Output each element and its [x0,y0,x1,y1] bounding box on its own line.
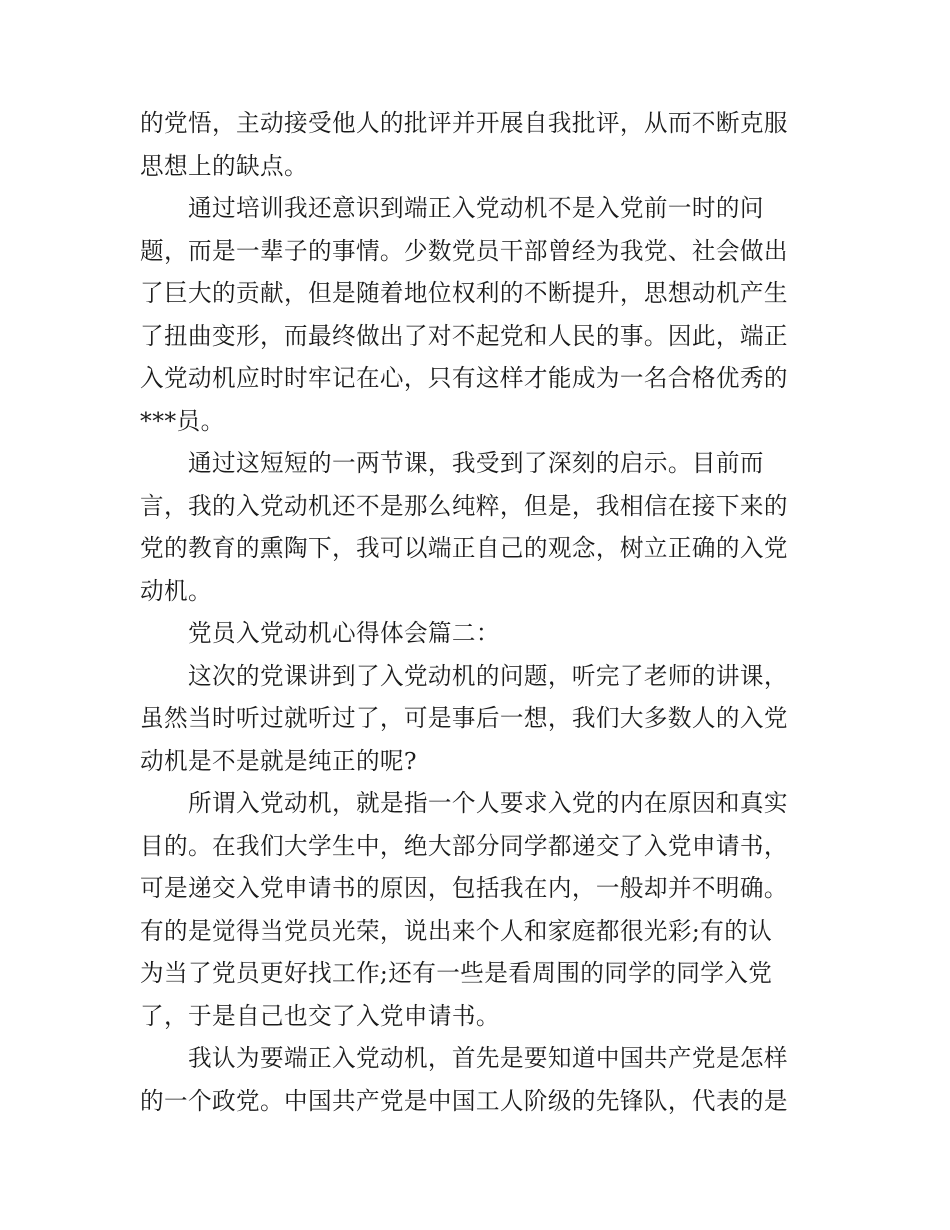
text-line: 党的教育的熏陶下，我可以端正自己的观念，树立正确的入党 [140,534,788,562]
text-line: 题，而是一辈子的事情。少数党员干部曾经为我党、社会做出 [140,236,788,265]
text-line: 言，我的入党动机还不是那么纯粹，但是，我相信在接下来的 [140,491,788,520]
text-line: 的一个政党。中国共产党是中国工人阶级的先锋队，代表的是 [140,1086,788,1115]
text-line: 动机是不是就是纯正的呢? [140,746,417,775]
paragraph-start-line: 我认为要端正入党动机，首先是要知道中国共产党是怎样 [188,1044,788,1072]
paragraph-start-line: 通过培训我还意识到端正入党动机不是入党前一时的问 [188,194,764,222]
text-line: 入党动机应时时牢记在心，只有这样才能成为一名合格优秀的 [140,364,788,392]
text-line: 虽然当时听过就听过了，可是事后一想，我们大多数人的入党 [140,704,788,732]
text-line: ***员。 [140,406,225,435]
text-line: 了扭曲变形，而最终做出了对不起党和人民的事。因此，端正 [140,321,788,350]
paragraph-start-line: 通过这短短的一两节课，我受到了深刻的启示。目前而 [188,449,764,477]
text-line: 为当了党员更好找工作;还有一些是看周围的同学的同学入党 [140,959,773,987]
text-line: 的党悟，主动接受他人的批评并开展自我批评，从而不断克服 [140,109,788,137]
text-line: 了巨大的贡献，但是随着地位权利的不断提升，思想动机产生 [140,279,788,307]
text-line: 目的。在我们大学生中，绝大部分同学都递交了入党申请书， [140,831,788,860]
text-line: 有的是觉得当党员光荣，说出来个人和家庭都很光彩;有的认 [140,916,773,945]
paragraph-start-line: 所谓入党动机，就是指一个人要求入党的内在原因和真实 [188,789,788,817]
text-line: 思想上的缺点。 [140,151,308,180]
section-heading: 党员入党动机心得体会篇二： [188,619,500,647]
document-body [140,102,812,1122]
text-line: 可是递交入党申请书的原因，包括我在内，一般却并不明确。 [140,874,788,902]
text-line: 了，于是自己也交了入党申请书。 [140,1001,500,1030]
paragraph-start-line: 这次的党课讲到了入党动机的问题，听完了老师的讲课， [188,661,788,690]
text-line: 动机。 [140,576,212,605]
